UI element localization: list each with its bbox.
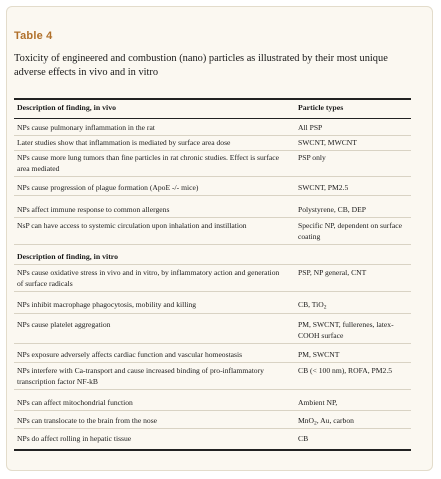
table-row xyxy=(14,136,411,151)
table-row xyxy=(14,151,411,177)
finding-cell: NPs interfere with Ca-transport and cause increased binding of pro-inflammatory transcription factor NF-kB xyxy=(17,366,264,386)
finding-cell: NPs exposure adversely affects cardiac function and vascular homeostasis xyxy=(17,350,243,359)
table-row xyxy=(14,266,411,292)
finding-cell: NPs can affect mitochondrial function xyxy=(17,398,133,407)
table-header-row xyxy=(14,101,411,117)
header-finding-vivo: Description of finding, in vivo xyxy=(17,103,116,112)
table-row xyxy=(14,396,411,411)
particles-cell: Polystyrene, CB, DEP xyxy=(298,205,366,214)
finding-cell: NPs do affect rolling in hepatic tissue xyxy=(17,434,132,443)
particles-cell: Specific NP, dependent on surface coating xyxy=(298,221,402,241)
finding-cell: NPs cause pulmonary inflammation in the rat xyxy=(17,123,155,132)
table-row xyxy=(14,414,411,429)
table-row xyxy=(14,121,411,136)
finding-cell: NPs affect immune response to common allergens xyxy=(17,205,170,214)
table-row xyxy=(14,364,411,390)
header-particle-types: Particle types xyxy=(298,103,344,112)
finding-cell: NPs cause oxidative stress in vivo and in vitro, by inflammatory action and generation of surface radicals xyxy=(17,268,280,288)
finding-cell: NsP can have access to systemic circulation upon inhalation and instillation xyxy=(17,221,247,230)
particles-cell: PSP, NP general, CNT xyxy=(298,268,367,277)
particles-cell: PSP only xyxy=(298,153,326,162)
finding-cell: NPs cause progression of plague formation (ApoE -/- mice) xyxy=(17,183,199,192)
particles-cell: SWCNT, PM2.5 xyxy=(298,183,349,192)
particles-cell: CB (< 100 nm), ROFA, PM2.5 xyxy=(298,366,393,375)
finding-cell: NPs cause more lung tumors than fine particles in rat chronic studies. Effect is surface area mediated xyxy=(17,153,279,173)
table-row xyxy=(14,203,411,218)
particles-cell: All PSP xyxy=(298,123,323,132)
table-row xyxy=(14,348,411,363)
table-header-rule xyxy=(14,118,411,119)
header-finding-vitro: Description of finding, in vitro xyxy=(17,252,119,261)
section-header-row xyxy=(14,250,411,265)
table-caption: Toxicity of engineered and combustion (nano) particles as illustrated by their most unique adverse effects in vivo and in vitro xyxy=(14,53,388,78)
table-row xyxy=(14,318,411,344)
finding-cell: Later studies show that inflammation is mediated by surface area dose xyxy=(17,138,231,147)
particles-cell: PM, SWCNT xyxy=(298,350,340,359)
particles-cell: MnO$_2$, Au, carbon xyxy=(298,416,354,427)
table-bottom-rule xyxy=(14,449,411,451)
finding-cell: NPs inhibit macrophage phagocytosis, mobility and killing xyxy=(17,300,197,309)
table-top-rule xyxy=(14,98,411,100)
table-row xyxy=(14,219,411,245)
particles-cell: CB, TiO$_2$ xyxy=(298,300,327,311)
finding-cell: NPs cause platelet aggregation xyxy=(17,320,111,329)
particles-cell: PM, SWCNT, fullerenes, latex-COOH surface xyxy=(298,320,394,340)
table-row xyxy=(14,181,411,196)
particles-cell: Ambient NP, xyxy=(298,398,338,407)
table-row xyxy=(14,432,411,446)
table-label: Table 4 xyxy=(14,30,53,42)
particles-cell: SWCNT, MWCNT xyxy=(298,138,357,147)
table-row xyxy=(14,298,411,314)
particles-cell: CB xyxy=(298,434,309,443)
finding-cell: NPs can translocate to the brain from the nose xyxy=(17,416,158,425)
